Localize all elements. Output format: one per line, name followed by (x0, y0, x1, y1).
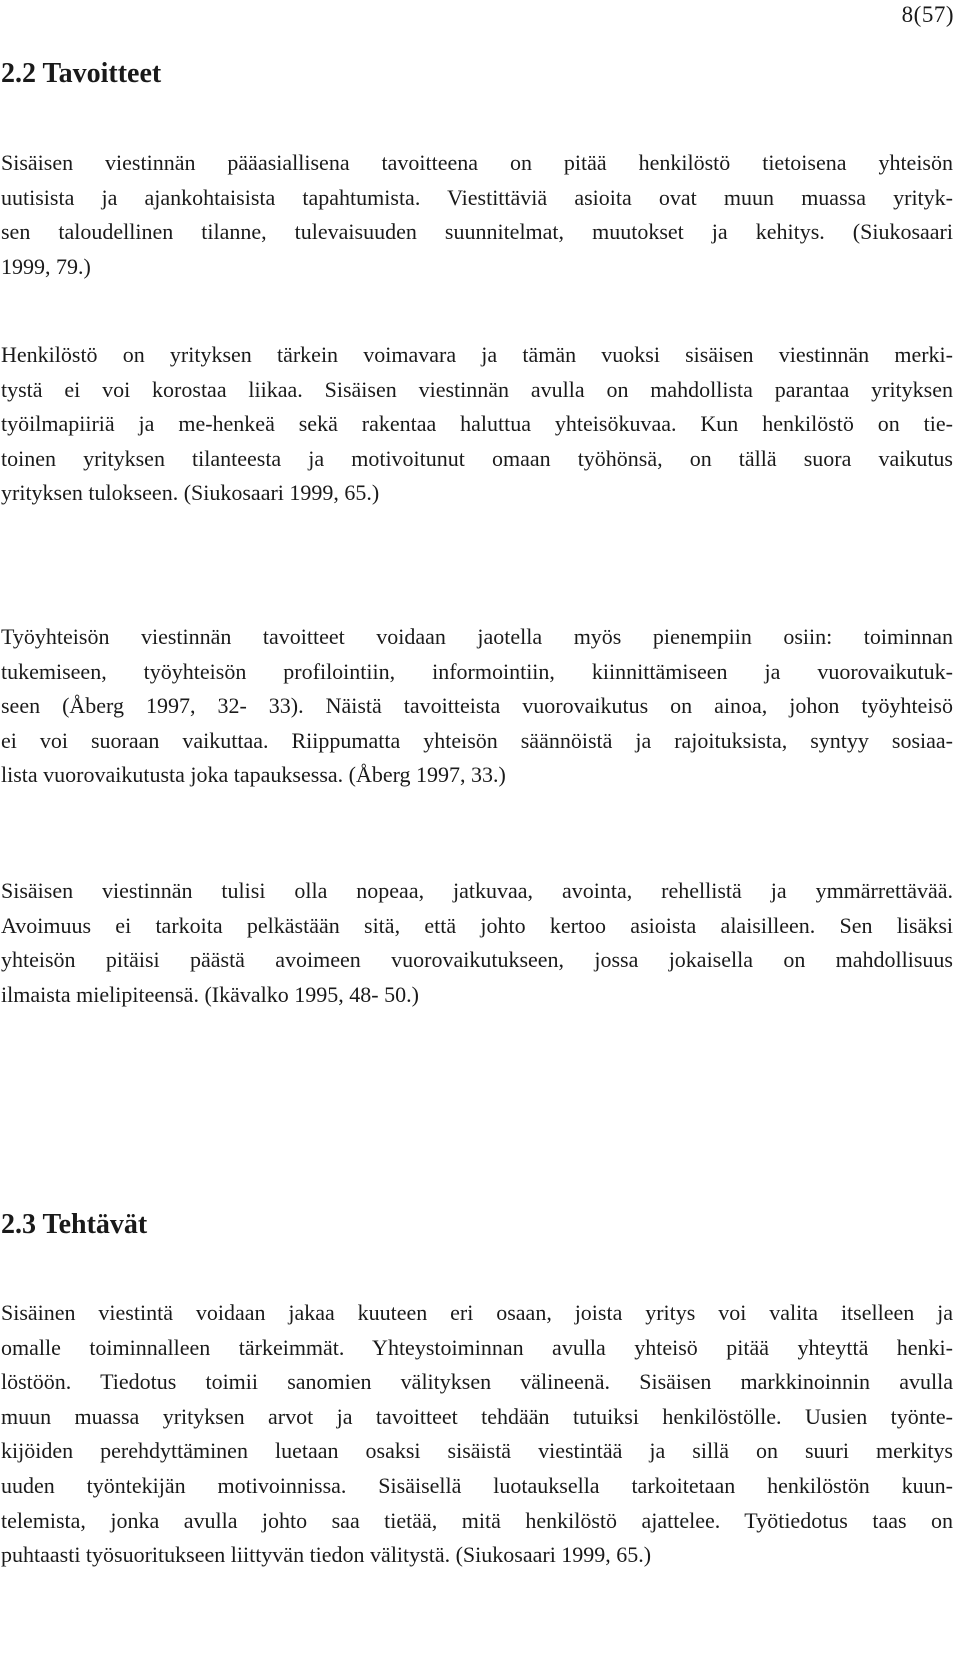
paragraph-line: löstöön. Tiedotus toimii sanomien välityksen välineenä. Sisäisen markkinoinnin avulla (1, 1369, 953, 1395)
paragraph-line: yrityksen tulokseen. (Siukosaari 1999, 65.) (1, 480, 380, 506)
paragraph-line: Sisäinen viestintä voidaan jakaa kuuteen eri osaan, joista yritys voi valita itselleen ja (1, 1300, 953, 1325)
paragraph-line: toinen yrityksen tilanteesta ja motivoitunut omaan työhönsä, on tällä suora vaikutus (1, 445, 953, 471)
paragraph-line: yhteisön pitäisi päästä avoimeen vuorovaikutukseen, jossa jokaisella on mahdollisuus (1, 947, 953, 973)
paragraph (1, 620, 953, 793)
paragraph-line: Henkilöstö on yrityksen tärkein voimavara ja tämän vuoksi sisäisen viestinnän merki- (1, 342, 953, 367)
paragraph-line: ei voi suoraan vaikuttaa. Riippumatta yhteisön säännöistä ja rajoituksista, syntyy sosiaa- (1, 727, 953, 753)
paragraph (1, 1296, 953, 1573)
paragraph-line: kijöiden perehdyttäminen luetaan osaksi sisäistä viestintää ja sillä on suuri merkitys (1, 1438, 953, 1464)
paragraph (1, 338, 953, 511)
paragraph-line: puhtaasti työsuoritukseen liittyvän tiedon välitystä. (Siukosaari 1999, 65.) (1, 1542, 652, 1568)
paragraph-line: 1999, 79.) (1, 253, 91, 279)
section-heading: 2.2 Tavoitteet (1, 58, 162, 89)
paragraph-line: Sisäisen viestinnän tulisi olla nopeaa, jatkuvaa, avointa, rehellistä ja ymmärrettävää. (1, 878, 953, 903)
paragraph-line: työilmapiiriä ja me-henkeä sekä rakentaa haluttua yhteisökuvaa. Kun henkilöstö on tie- (1, 411, 953, 437)
paragraph-line: Sisäisen viestinnän pääasiallisena tavoitteena on pitää henkilöstö tietoisena yhteisön (1, 150, 953, 175)
paragraph-line: lista vuorovaikutusta joka tapauksessa. (Åberg 1997, 33.) (1, 762, 506, 788)
paragraph-line: Avoimuus ei tarkoita pelkästään sitä, että johto kertoo asioista alaisilleen. Sen lisäksi (1, 912, 953, 938)
paragraph-line: omalle toiminnalleen tärkeimmät. Yhteystoiminnan avulla yhteisö pitää yhteyttä henki- (1, 1334, 953, 1360)
section-heading: 2.3 Tehtävät (1, 1209, 148, 1240)
paragraph-line: muun muassa yrityksen arvot ja tavoitteet tehdään tutuiksi henkilöstölle. Uusien työnte- (1, 1403, 953, 1429)
paragraph-line: Työyhteisön viestinnän tavoitteet voidaan jaotella myös pienempiin osiin: toiminnan (1, 624, 953, 649)
page-number: 8(57) (901, 2, 954, 27)
paragraph-line: ilmaista mielipiteensä. (Ikävalko 1995, 48- 50.) (1, 981, 419, 1007)
paragraph-line: seen (Åberg 1997, 32- 33). Näistä tavoitteista vuorovaikutus on ainoa, johon työyhteisö (1, 693, 953, 719)
paragraph (1, 146, 953, 284)
paragraph-line: uutisista ja ajankohtaisista tapahtumista. Viestittäviä asioita ovat muun muassa yrityk- (1, 184, 953, 210)
paragraph (1, 874, 953, 1012)
paragraph-line: sen taloudellinen tilanne, tulevaisuuden suunnitelmat, muutokset ja kehitys. (Siukosaari (1, 219, 953, 245)
paragraph-line: tukemiseen, työyhteisön profilointiin, informointiin, kiinnittämiseen ja vuorovaikutuk- (1, 658, 953, 684)
paragraph-line: telemista, jonka avulla johto saa tietää, mitä henkilöstö ajattelee. Työtiedotus taas on (1, 1507, 953, 1533)
paragraph-line: tystä ei voi korostaa liikaa. Sisäisen viestinnän avulla on mahdollista parantaa yrityksen (1, 376, 953, 402)
paragraph-line: uuden työntekijän motivoinnissa. Sisäisellä luotauksella tarkoitetaan henkilöstön kuun- (1, 1472, 953, 1498)
